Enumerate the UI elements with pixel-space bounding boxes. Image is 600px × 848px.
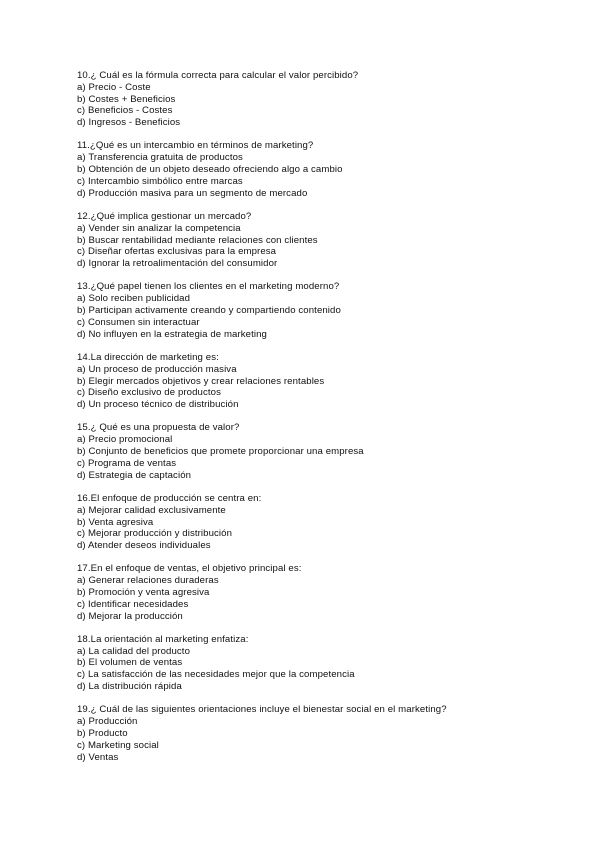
option-a: a) Precio - Coste [77,81,151,93]
option-a: a) Vender sin analizar la competencia [77,222,241,234]
question-15 [77,422,577,481]
option-a: a) Transferencia gratuita de productos [77,152,243,164]
option-c: c) Consumen sin interactuar [77,316,200,328]
question-text: 13.¿Qué papel tienen los clientes en el marketing moderno? [77,281,340,293]
option-b: b) Buscar rentabilidad mediante relaciones con clientes [77,234,318,246]
question-text: 17.En el enfoque de ventas, el objetivo principal es: [77,563,302,575]
option-d: d) Atender deseos individuales [77,540,211,552]
question-text: 18.La orientación al marketing enfatiza: [77,633,249,645]
option-c: c) La satisfacción de las necesidades mejor que la competencia [77,669,355,681]
question-text: 11.¿Qué es un intercambio en términos de marketing? [77,140,314,152]
option-b: b) Participan activamente creando y compartiendo contenido [77,305,341,317]
option-c: c) Marketing social [77,739,159,751]
option-a: a) Mejorar calidad exclusivamente [77,504,226,516]
question-text: 12.¿Qué implica gestionar un mercado? [77,210,252,222]
option-d: d) Ingresos - Beneficios [77,117,181,129]
option-a: a) Producción [77,716,138,728]
option-a: a) Solo reciben publicidad [77,293,190,305]
question-19 [77,704,577,763]
option-b: b) Elegir mercados objetivos y crear relaciones rentables [77,375,325,387]
option-a: a) Un proceso de producción masiva [77,363,237,375]
option-d: d) Ignorar la retroalimentación del consumidor [77,258,278,270]
option-b: b) Producto [77,727,128,739]
option-c: c) Diseño exclusivo de productos [77,387,221,399]
option-b: b) El volumen de ventas [77,657,183,669]
question-text: 10.¿ Cuál es la fórmula correcta para calcular el valor percibido? [77,70,359,81]
option-c: c) Intercambio simbólico entre marcas [77,175,243,187]
option-d: d) Producción masiva para un segmento de mercado [77,187,308,199]
option-d: d) Ventas [77,751,119,763]
question-text: 15.¿ Qué es una propuesta de valor? [77,422,240,434]
question-14 [77,352,577,411]
option-b: b) Promoción y venta agresiva [77,586,210,598]
question-text: 19.¿ Cuál de las siguientes orientaciones incluye el bienestar social en el marketing? [77,704,447,716]
question-12 [77,211,577,270]
option-b: b) Venta agresiva [77,516,154,528]
option-d: d) Estrategia de captación [77,469,192,481]
question-text: 16.El enfoque de producción se centra en: [77,492,262,504]
option-a: a) Generar relaciones duraderas [77,575,219,587]
option-b: b) Obtención de un objeto deseado ofreciendo algo a cambio [77,164,343,176]
option-c: c) Diseñar ofertas exclusivas para la empresa [77,246,277,258]
question-18 [77,634,577,693]
option-c: c) Programa de ventas [77,457,177,469]
question-text: 14.La dirección de marketing es: [77,351,219,363]
question-10 [77,70,577,129]
option-d: d) Un proceso técnico de distribución [77,399,239,411]
option-b: b) Costes + Beneficios [77,93,176,105]
question-13 [77,281,577,340]
option-c: c) Identificar necesidades [77,598,189,610]
option-d: d) La distribución rápida [77,681,182,693]
option-b: b) Conjunto de beneficios que promete proporcionar una empresa [77,446,364,458]
option-a: a) La calidad del producto [77,645,191,657]
option-c: c) Mejorar producción y distribución [77,528,233,540]
option-d: d) Mejorar la producción [77,610,183,622]
option-a: a) Precio promocional [77,434,173,446]
question-16 [77,493,577,552]
document-page [77,70,577,775]
question-11 [77,140,577,199]
question-17 [77,563,577,622]
option-d: d) No influyen en la estrategia de marketing [77,328,267,340]
option-c: c) Beneficios - Costes [77,105,173,117]
